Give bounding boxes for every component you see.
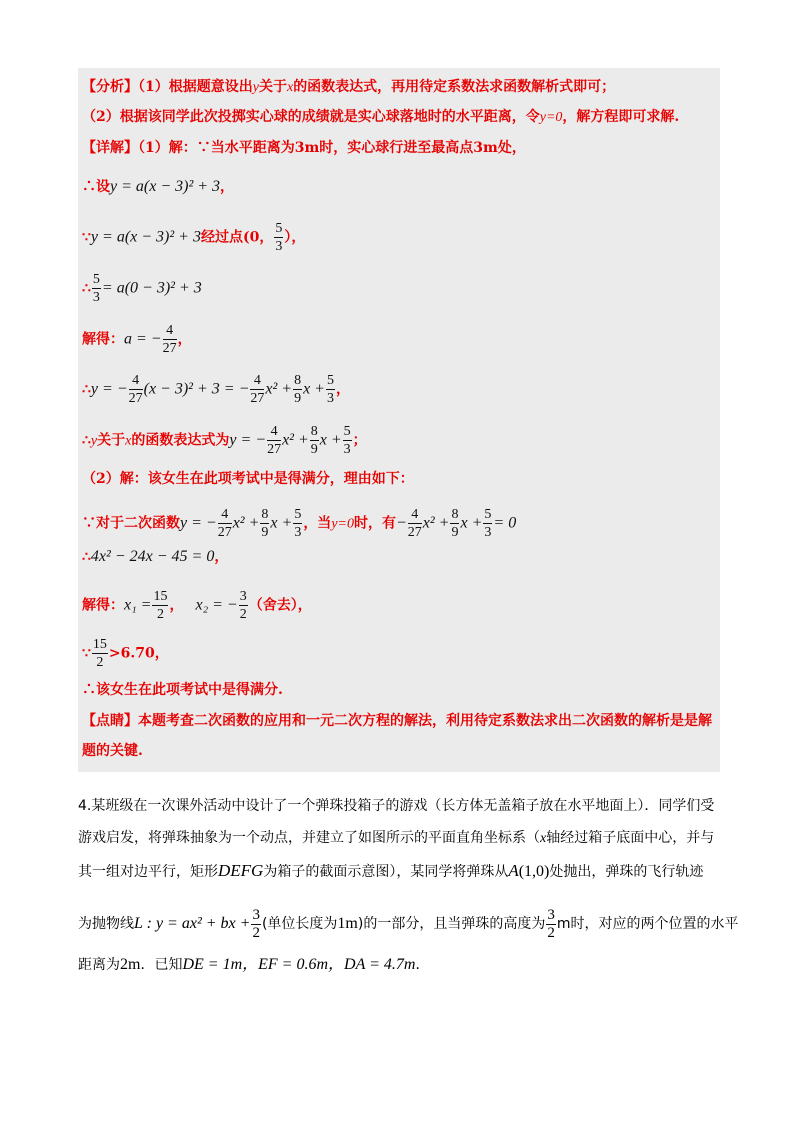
fraction <box>260 506 269 541</box>
numerator: 4 <box>267 423 281 441</box>
numerator: 4 <box>408 506 422 524</box>
numerator: 5 <box>484 507 492 522</box>
solution-line-3 <box>82 220 305 255</box>
comment-tag: 【点睛】 <box>82 713 138 729</box>
formula: = a(0 − 3)² + 3 <box>101 279 202 297</box>
numerator: 5 <box>343 424 351 439</box>
fraction <box>408 506 422 541</box>
text: （舍去）， <box>248 597 312 614</box>
denominator: 2 <box>239 607 247 622</box>
text: ，当 <box>303 515 332 532</box>
denominator: 9 <box>294 391 302 406</box>
comment-line-2 <box>82 742 143 760</box>
numerator: 8 <box>451 507 459 522</box>
solution-line-2 <box>82 178 234 196</box>
text: ∵ <box>82 229 91 246</box>
answer-box <box>78 68 720 772</box>
denominator: 9 <box>261 525 269 540</box>
unit: 1m <box>337 915 358 932</box>
denominator: 3 <box>275 239 283 254</box>
text: ∴ <box>82 381 91 398</box>
detail-tag: 【详解】 <box>82 140 138 156</box>
fraction <box>163 322 177 357</box>
formula: x₂ = − <box>195 596 238 614</box>
formula: y = − <box>229 431 267 449</box>
numerator: 8 <box>294 373 302 388</box>
text: 为抛物线 <box>78 916 134 932</box>
question-line-4 <box>78 904 738 944</box>
formula: x₁ = <box>124 596 152 614</box>
var-y: y <box>252 80 259 95</box>
given-lengths: DE = 1m，EF = 0.6m，DA = 4.7m <box>182 956 416 973</box>
text: ．已知 <box>140 957 183 973</box>
solution-line-4 <box>82 271 202 306</box>
numerator: 5 <box>92 272 100 287</box>
formula: (x − 3)² + 3 = − <box>143 380 250 398</box>
denominator: 3 <box>294 525 302 540</box>
formula: x² + <box>422 514 450 532</box>
text: ； <box>352 432 367 449</box>
text: ∴ <box>82 280 91 297</box>
denominator: 9 <box>451 525 459 540</box>
text: ， <box>220 179 235 195</box>
solution-line-8 <box>82 470 414 488</box>
numerator: 5 <box>294 507 302 522</box>
point-coords: (1,0) <box>518 863 550 880</box>
equation: y=0 <box>539 110 563 125</box>
formula: x + <box>319 431 342 449</box>
denominator: 3 <box>484 525 492 540</box>
solution-line-1 <box>82 139 526 157</box>
text: 4.某班级在一次课外活动中设计了一个弹珠投箱子的游戏（长方体无盖箱子放在水平地面上）．同学们受 <box>78 798 715 814</box>
text: （2）根据该同学此次投掷实心球的成绩就是实心球落地时的水平距离，令 <box>82 109 540 125</box>
equation: y=0 <box>331 516 354 532</box>
text: ∴设 <box>82 179 110 195</box>
formula: x + <box>303 380 325 398</box>
fraction <box>92 271 101 306</box>
solution-line-6 <box>82 372 350 407</box>
text: ∵ <box>82 645 91 662</box>
distance: 2m <box>120 956 141 973</box>
text: m时，对应的两个位置的水平 <box>556 916 739 932</box>
denominator: 2 <box>252 924 260 941</box>
denominator: 27 <box>267 442 282 457</box>
text: （1）解：∵当水平距离为3m时，实心球行进至最高点3m处， <box>138 140 526 156</box>
fraction <box>267 423 281 458</box>
text: 其一组对边平行，矩形 <box>78 864 218 880</box>
text: 为箱子的截面示意图），某同学将弹珠从 <box>263 864 509 880</box>
denominator: 27 <box>162 341 177 356</box>
text: （1）根据题意设出 <box>138 79 253 95</box>
denominator: 2 <box>547 924 555 941</box>
fraction <box>274 220 283 255</box>
numerator: 4 <box>163 322 177 340</box>
fraction <box>129 372 143 407</box>
numerator: 8 <box>261 507 269 522</box>
var-x: x <box>125 433 132 449</box>
text: >6.70， <box>108 645 169 662</box>
fraction <box>92 636 108 671</box>
question-line-1 <box>78 796 714 816</box>
denominator: 9 <box>310 442 318 457</box>
text: 本题考查二次函数的应用和一元二次方程的解法，利用待定系数法求出二次函数的解析是是解 <box>138 713 712 729</box>
formula: a = − <box>124 330 162 348</box>
formula: x + <box>460 514 483 532</box>
comment-line-1 <box>82 712 712 730</box>
text: 解得： <box>82 597 124 614</box>
text: ∴该女生在此项考试中是得满分. <box>82 682 283 698</box>
text: ∴ <box>82 432 91 449</box>
var-x: x <box>540 831 547 846</box>
fraction <box>483 506 492 541</box>
fraction <box>343 423 352 458</box>
denominator: 27 <box>217 525 232 540</box>
solution-line-11 <box>82 588 312 623</box>
fraction <box>326 372 335 407</box>
numerator: 4 <box>250 372 264 390</box>
denominator: 3 <box>343 442 351 457</box>
text: 的函数表达式为 <box>131 432 230 449</box>
solution-line-12 <box>82 636 169 671</box>
numerator: 4 <box>218 506 232 524</box>
fraction <box>450 506 459 541</box>
numerator: 4 <box>129 372 143 390</box>
text: 距离为 <box>78 957 120 973</box>
text: ． <box>415 957 430 973</box>
text: 轴经过箱子底面中心，并与 <box>546 830 715 846</box>
formula: = 0 <box>493 514 517 532</box>
text: 经过点(0， <box>200 229 274 246</box>
fraction <box>546 907 556 942</box>
denominator: 3 <box>92 290 100 305</box>
text: 游戏启发，将弹珠抽象为一个动点，并建立了如图所示的平面直角坐标系（ <box>78 830 540 846</box>
text: ， <box>169 597 184 614</box>
text: 题的关键. <box>82 743 143 759</box>
text: )的一部分，且当弹珠的高度为 <box>357 916 546 932</box>
numerator: 8 <box>310 424 318 439</box>
numerator: 15 <box>153 589 168 604</box>
fraction <box>310 423 319 458</box>
fraction <box>152 588 168 623</box>
text: ∴ <box>82 549 91 565</box>
numerator: 3 <box>252 906 260 923</box>
text: (单位长度为 <box>261 916 338 932</box>
var-x: x <box>286 80 294 95</box>
text: ， <box>214 549 229 565</box>
analysis-tag: 【分析】 <box>82 79 138 95</box>
denominator: 27 <box>128 391 143 406</box>
formula: y = a(x − 3)² + 3 <box>90 228 201 246</box>
text: ， <box>177 331 192 348</box>
parabola-formula: L : y = ax² + bx + <box>134 915 251 932</box>
solution-line-13 <box>82 681 283 699</box>
text: 时，有 <box>353 515 396 532</box>
numerator: 15 <box>92 637 107 652</box>
formula: x² + <box>232 514 260 532</box>
formula: x + <box>270 514 293 532</box>
numerator: 5 <box>326 373 334 388</box>
fraction <box>250 372 264 407</box>
text: 关于 <box>97 432 126 449</box>
fraction <box>218 506 232 541</box>
denominator: 27 <box>407 525 422 540</box>
fraction <box>293 506 302 541</box>
numerator: 3 <box>239 589 247 604</box>
text: ）， <box>284 229 306 246</box>
fraction <box>239 588 248 623</box>
solution-line-5 <box>82 322 192 357</box>
var-y: y <box>90 433 98 449</box>
question-line-3 <box>78 861 703 882</box>
fraction <box>293 372 302 407</box>
rect-name: DEFG <box>218 861 264 880</box>
formula: y = − <box>180 514 217 532</box>
analysis-line-1 <box>82 78 615 97</box>
numerator: 3 <box>547 906 555 923</box>
formula: x² + <box>282 431 309 449</box>
question-line-2 <box>78 828 714 849</box>
fraction <box>251 907 261 942</box>
formula: x² + <box>265 380 293 398</box>
question-line-5 <box>78 955 429 975</box>
denominator: 2 <box>96 655 104 670</box>
text: 的函数表达式，再用待定系数法求函数解析式即可； <box>293 79 616 95</box>
text: 关于 <box>258 79 287 95</box>
formula: y = − <box>90 380 128 398</box>
numerator: 5 <box>275 221 283 236</box>
point-a: A <box>508 861 519 880</box>
formula: 4x² − 24x − 45 = 0 <box>90 548 215 565</box>
text: 处抛出，弹珠的飞行轨迹 <box>549 864 704 880</box>
text: ， <box>335 381 350 398</box>
denominator: 3 <box>326 391 334 406</box>
solution-line-10 <box>82 548 228 566</box>
text: ，解方程即可求解. <box>562 109 680 125</box>
solution-line-7 <box>82 423 367 458</box>
formula: y = a(x − 3)² + 3 <box>110 178 221 195</box>
analysis-line-2 <box>82 108 679 127</box>
text: ∵对于二次函数 <box>82 515 180 532</box>
text: （2）解：该女生在此项考试中是得满分，理由如下： <box>82 471 414 487</box>
formula: − <box>395 514 407 532</box>
solution-line-9 <box>82 506 516 541</box>
denominator: 27 <box>250 391 265 406</box>
denominator: 2 <box>156 607 164 622</box>
text: 解得： <box>82 331 124 348</box>
